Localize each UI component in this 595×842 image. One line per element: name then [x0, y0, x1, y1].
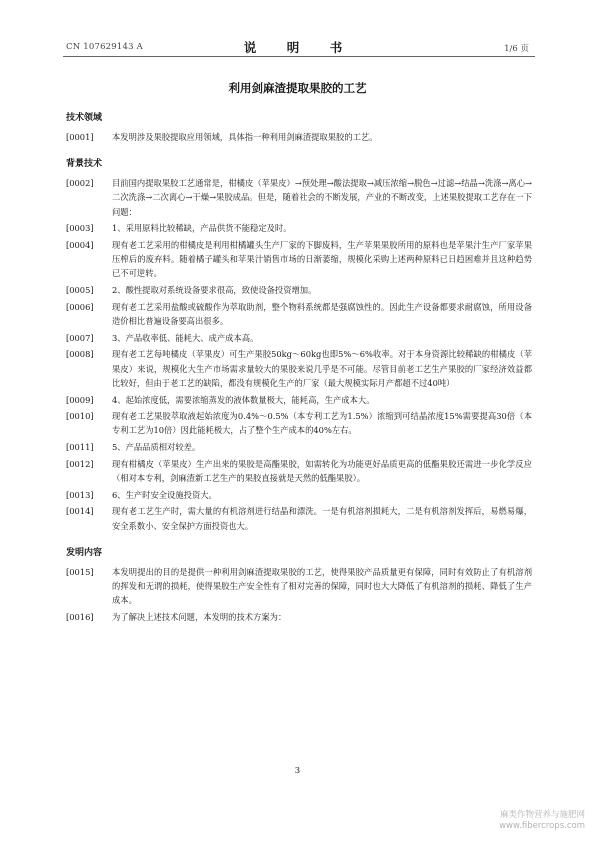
paragraph: [66, 488, 532, 502]
watermark-url: www.fibercrops.com: [499, 821, 585, 831]
document-number: CN 107629143 A: [66, 42, 143, 52]
section-heading: 背景技术: [66, 159, 103, 170]
document-body: [66, 112, 532, 627]
paragraph: [66, 238, 532, 281]
paragraph-text: 3、产品收率低、能耗大、成产成本高。: [112, 332, 259, 343]
paragraph: [66, 283, 532, 297]
paragraph-text: 现有老工艺果胶萃取液起始浓度为0.4%～0.5%（本专利工艺为1.5%）浓缩到可结晶浓度15%需要提高30倍（本专利工艺为10倍）因此能耗极大，占了整个生产成本的40%左右。: [112, 411, 532, 436]
paragraph-text: 目前国内提取果胶工艺通常是，柑橘皮（苹果皮）→预处理→酸法提取→减压浓缩→脱色→过滤→结晶→洗涤→离心→二次洗涤→二次离心→干燥→果胶成品。但是，随着社会的不断发展，产业的不断改变，上述果胶提取工艺存在一下问题：: [112, 178, 532, 217]
paragraph-number: [0008]: [66, 349, 94, 360]
section-heading: 发明内容: [66, 547, 103, 558]
section-heading: 技术领域: [66, 113, 103, 123]
document-type: 说 明 书: [243, 40, 352, 55]
watermark-site-name: 麻类作物营养与施肥网: [499, 810, 585, 820]
paragraph-text: 本发明涉及果胶提取应用领域，具体指一种利用剑麻渣提取果胶的工艺。: [112, 132, 378, 142]
paragraph-number: [0002]: [66, 178, 94, 189]
paragraph-number: [0016]: [66, 611, 94, 622]
paragraph-text: 现有老工艺采用的柑橘皮是利用柑橘罐头生产厂家的下脚废料，生产苹果果胶所用的原料也是苹果汁生产厂家苹果压榨后的废弃料。随着橘子罐头和苹果汁销售市场的日渐萎缩，规模化采购上述两种原料已日趋困难并且这种趋势已不可逆转。: [112, 240, 532, 279]
header-divider: [63, 56, 535, 57]
paragraph-number: [0006]: [66, 301, 94, 312]
paragraph-text: 1、采用原料比较稀缺，产品供货不能稳定及时。: [112, 223, 292, 234]
paragraph: [66, 300, 532, 328]
paragraph: [66, 457, 532, 485]
paragraph-number: [0004]: [66, 240, 94, 251]
paragraph: [66, 176, 532, 219]
page-number: 3: [294, 766, 301, 776]
paragraph-text: 4、起始浓度低，需要浓缩蒸发的液体数量极大，能耗高，生产成本大。: [112, 394, 375, 405]
paragraph: [66, 440, 532, 454]
paragraph-text: 现有老工艺生产时，需大量的有机溶剂进行结晶和漂洗。一是有机溶剂损耗大，二是有机溶剂发挥后，易燃易爆，安全系数小、安全保护方面投资也大。: [112, 506, 532, 531]
paragraph-number: [0003]: [66, 223, 94, 234]
document-title: 利用剑麻渣提取果胶的工艺: [228, 81, 367, 95]
page-indicator: 1/6 页: [504, 44, 529, 54]
paragraph: [66, 565, 532, 608]
paragraph-text: 2、酸性提取对系统设备要求很高，致使设备投资增加。: [112, 285, 317, 296]
paragraph-number: [0001]: [66, 132, 94, 142]
paragraph-text: 现有老工艺每吨橘皮（苹果皮）可生产果胶50kg～60kg也即5%～6%收率。对于本身资源比较稀缺的柑橘皮（苹果皮）来说，规模化大生产市场需求量较大的果胶来说几乎是不可能。尽管目前老工艺生产果胶的厂家经济效益都比较好，但由于老工艺的缺陷，都没有规模化生产的厂家（最大规模实际月产都超不过40吨）: [112, 349, 532, 388]
paragraph-number: [0012]: [66, 458, 94, 469]
paragraph-number: [0015]: [66, 566, 94, 577]
paragraph-number: [0009]: [66, 394, 94, 405]
paragraph-number: [0010]: [66, 411, 94, 422]
paragraph: [66, 221, 532, 235]
paragraph-text: 5、产品品质相对较差。: [112, 442, 201, 453]
paragraph-number: [0005]: [66, 285, 94, 296]
watermark: [499, 810, 585, 832]
paragraph: [66, 504, 532, 532]
paragraph-text: 现有老工艺采用盐酸或硫酸作为萃取助剂，整个物料系统都是强腐蚀性的。因此生产设备都要求耐腐蚀，所用设备造价相比普遍设备要高出很多。: [112, 301, 532, 327]
paragraph-text: 本发明提出的目的是提供一种利用剑麻渣提取果胶的工艺，使得果胶产品质量更有保障，同时有效防止了有机溶剂的挥发和无谓的损耗，使得果胶生产安全性有了相对完善的保障，同时也大大降低了有机溶剂的损耗、降低了生产成本。: [112, 566, 532, 606]
paragraph: [66, 331, 532, 345]
paragraph: [66, 130, 532, 144]
paragraph-number: [0014]: [66, 506, 94, 517]
paragraph: [66, 409, 532, 437]
paragraph-number: [0013]: [66, 489, 94, 500]
paragraph-text: 6、生产时安全设施投资大。: [112, 489, 217, 500]
paragraph: [66, 393, 532, 407]
paragraph-number: [0011]: [66, 442, 94, 453]
paragraph: [66, 347, 532, 390]
paragraph-text: 为了解决上述技术问题，本发明的技术方案为：: [112, 611, 287, 622]
paragraph-number: [0007]: [66, 332, 94, 343]
page-header: [0, 38, 595, 58]
paragraph-text: 现有柑橘皮（苹果皮）生产出来的果胶是高酯果胶，如需转化为功能更好品质更高的低酯果胶还需进一步化学反应（相对本专利，剑麻渣新工艺生产的果胶直接就是天然的低酯果胶）。: [112, 458, 532, 484]
paragraph: [66, 610, 532, 624]
